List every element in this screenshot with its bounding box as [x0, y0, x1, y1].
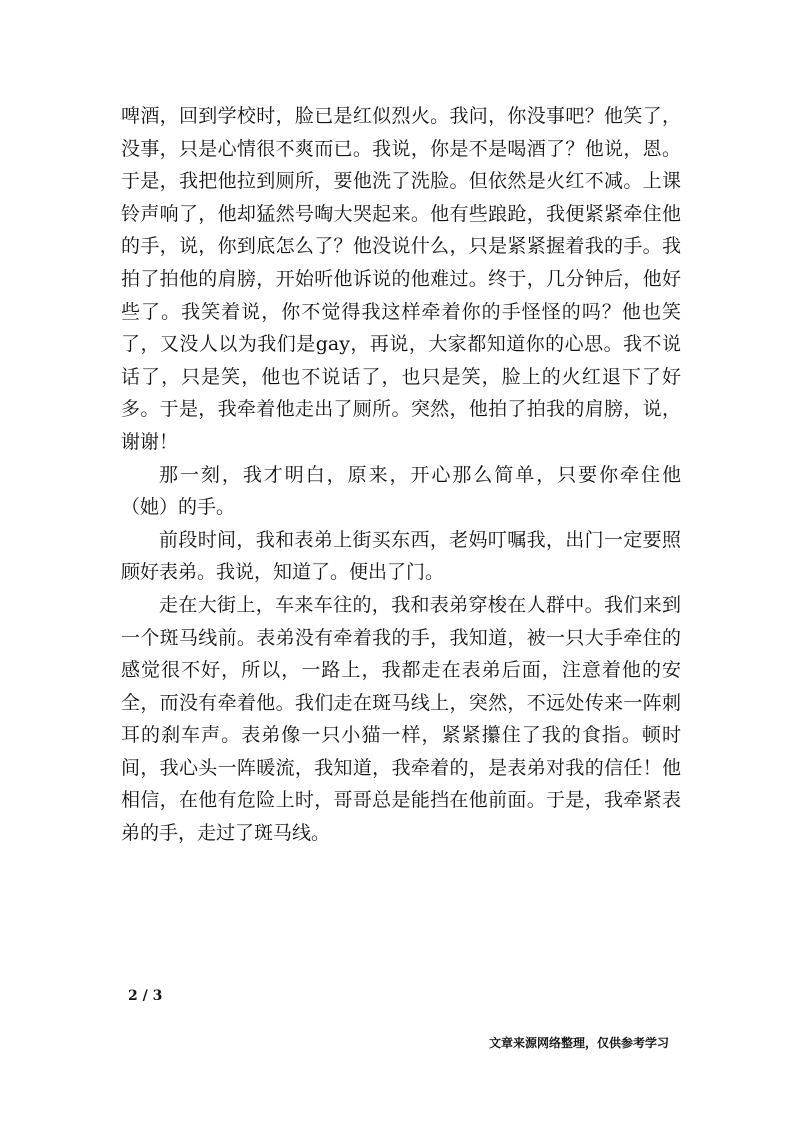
footer-note: 文章来源网络整理，仅供参考学习 — [488, 1036, 669, 1050]
page-number: 2 / 3 — [128, 988, 163, 1004]
paragraph-1: 啤酒，回到学校时，脸已是红似烈火。我问，你没事吧？他笑了，没事，只是心情很不爽而已。我说，你是不是喝酒了？他说，恩。于是，我把他拉到厕所，要他洗了洗脸。但依然是火红不减。上课铃声响了，他却猛然号啕大哭起来。他有些踉跄，我便紧紧牵住他的手，说，你到底怎么了？他没说什么，只是紧紧握着我的手。我拍了拍他的肩膀，开始听他诉说的他难过。终于，几分钟后，他好些了。我笑着说，你不觉得我这样牵着你的手怪怪的吗？他也笑了，又没人以为我们是gay，再说，大家都知道你的心思。我不说话了，只是笑，他也不说话了，也只是笑，脸上的火红退下了好多。于是，我牵着他走出了厕所。突然，他拍了拍我的肩膀，说，谢谢！ — [121, 105, 681, 453]
paragraph-2: 那一刻，我才明白，原来，开心那么简单，只要你牵住他（她）的手。 — [121, 463, 681, 519]
paragraph-4: 走在大街上，车来车往的，我和表弟穿梭在人群中。我们来到一个斑马线前。表弟没有牵着我的手，我知道，被一只大手牵住的感觉很不好，所以，一路上，我都走在表弟后面，注意着他的安全，而没有牵着他。我们走在斑马线上，突然，不远处传来一阵刺耳的刹车声。表弟像一只小猫一样，紧紧攥住了我的食指。顿时间，我心头一阵暖流，我知道，我牵着的，是表弟对我的信任！他相信，在他有危险上时，哥哥总是能挡在他前面。于是，我牵紧表弟的手，走过了斑马线。 — [121, 593, 681, 845]
paragraph-3: 前段时间，我和表弟上街买东西，老妈叮嘱我，出门一定要照顾好表弟。我说，知道了。便出了门。 — [121, 528, 681, 584]
document-body — [121, 100, 681, 850]
